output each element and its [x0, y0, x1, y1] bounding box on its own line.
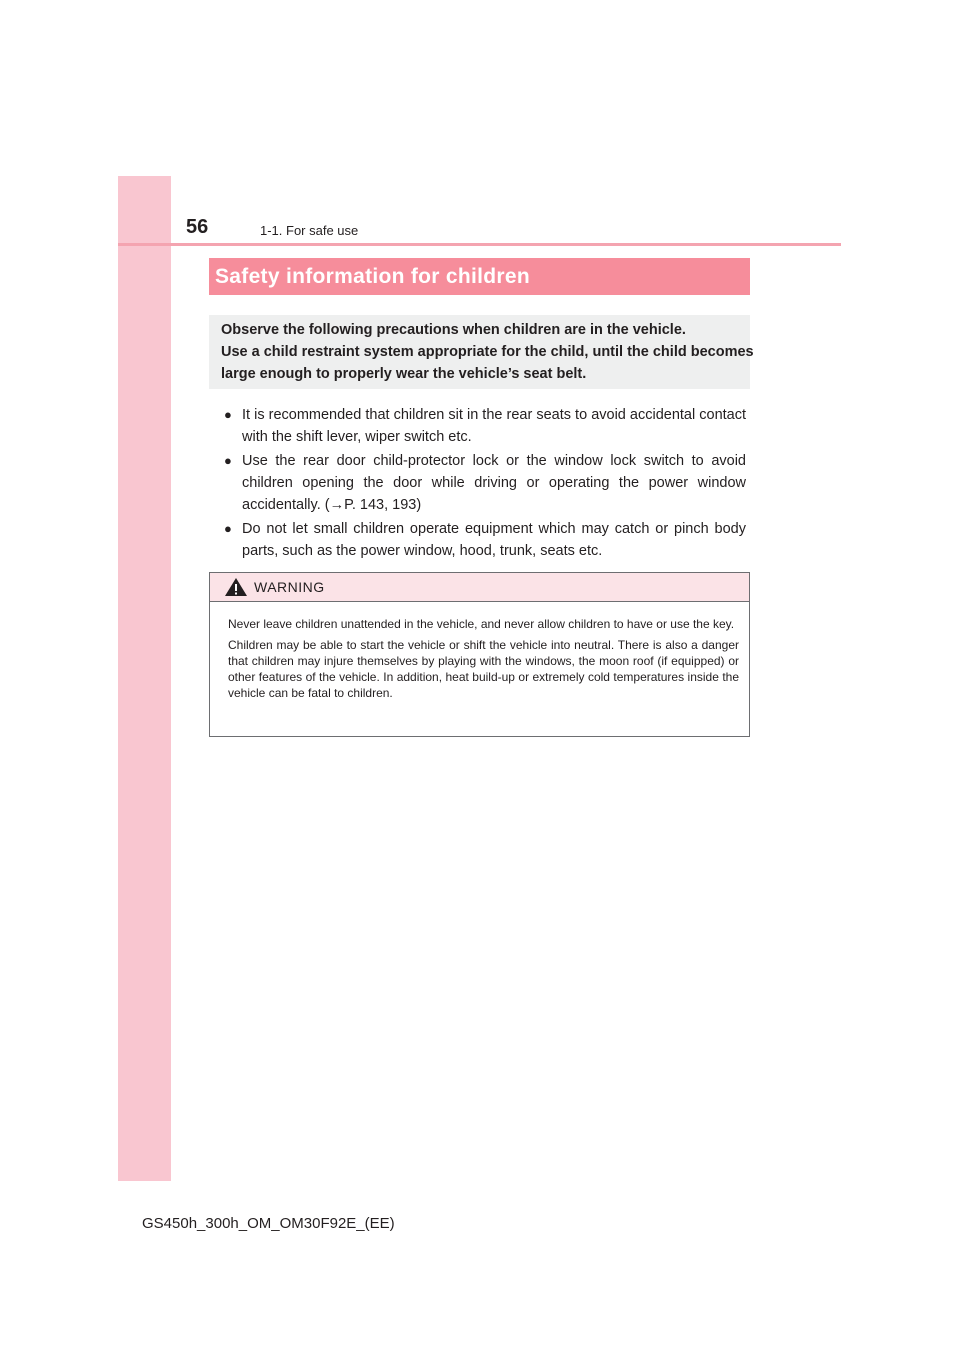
- intro-box: [209, 315, 754, 389]
- bullet-marker: ●: [224, 521, 232, 536]
- bullet-marker: ●: [224, 407, 232, 422]
- warning-label: WARNING: [254, 579, 325, 595]
- section-title: Safety information for children: [209, 258, 750, 295]
- warning-paragraph: Never leave children unattended in the vehicle, and never allow children to have or use the key.: [228, 617, 735, 631]
- header-divider: [118, 243, 841, 246]
- intro-line: large enough to properly wear the vehicle’s seat belt.: [221, 366, 587, 382]
- bullet-marker: ●: [224, 453, 232, 468]
- bullet-text: Use the rear door child-protector lock or the window lock switch to avoid children opening the door while driving or operating the power window accidentally. (→P. 143, 193): [242, 453, 746, 513]
- section-name: 1-1. For safe use: [260, 223, 359, 238]
- side-band: [118, 176, 171, 1181]
- warning-header: [210, 573, 749, 602]
- warning-paragraph: Children may be able to start the vehicle or shift the vehicle into neutral. There is also a danger that children may injure themselves by playing with the windows, the moon roof (if equipped) or other features of the vehicle. In addition, heat build-up or extremely cold temperatures inside the vehicle can be fatal to children.: [228, 638, 739, 700]
- warning-box: [209, 572, 750, 737]
- bullet-text: It is recommended that children sit in the rear seats to avoid accidental contact with the shift lever, wiper switch etc.: [242, 407, 746, 445]
- bullet-text: Do not let small children operate equipment which may catch or pinch body parts, such as the power window, hood, trunk, seats etc.: [242, 521, 746, 559]
- warning-body: [210, 602, 749, 701]
- document-code: GS450h_300h_OM_OM30F92E_(EE): [142, 1215, 395, 1232]
- bullet-item: [224, 404, 746, 448]
- warning-triangle-icon: [224, 577, 248, 597]
- intro-line: Observe the following precautions when children are in the vehicle.: [221, 322, 686, 338]
- bullet-list: [224, 404, 746, 564]
- bullet-item: [224, 518, 746, 562]
- intro-line: Use a child restraint system appropriate for the child, until the child becomes: [221, 344, 754, 360]
- page-number: 56: [186, 216, 209, 238]
- bullet-item: [224, 450, 746, 516]
